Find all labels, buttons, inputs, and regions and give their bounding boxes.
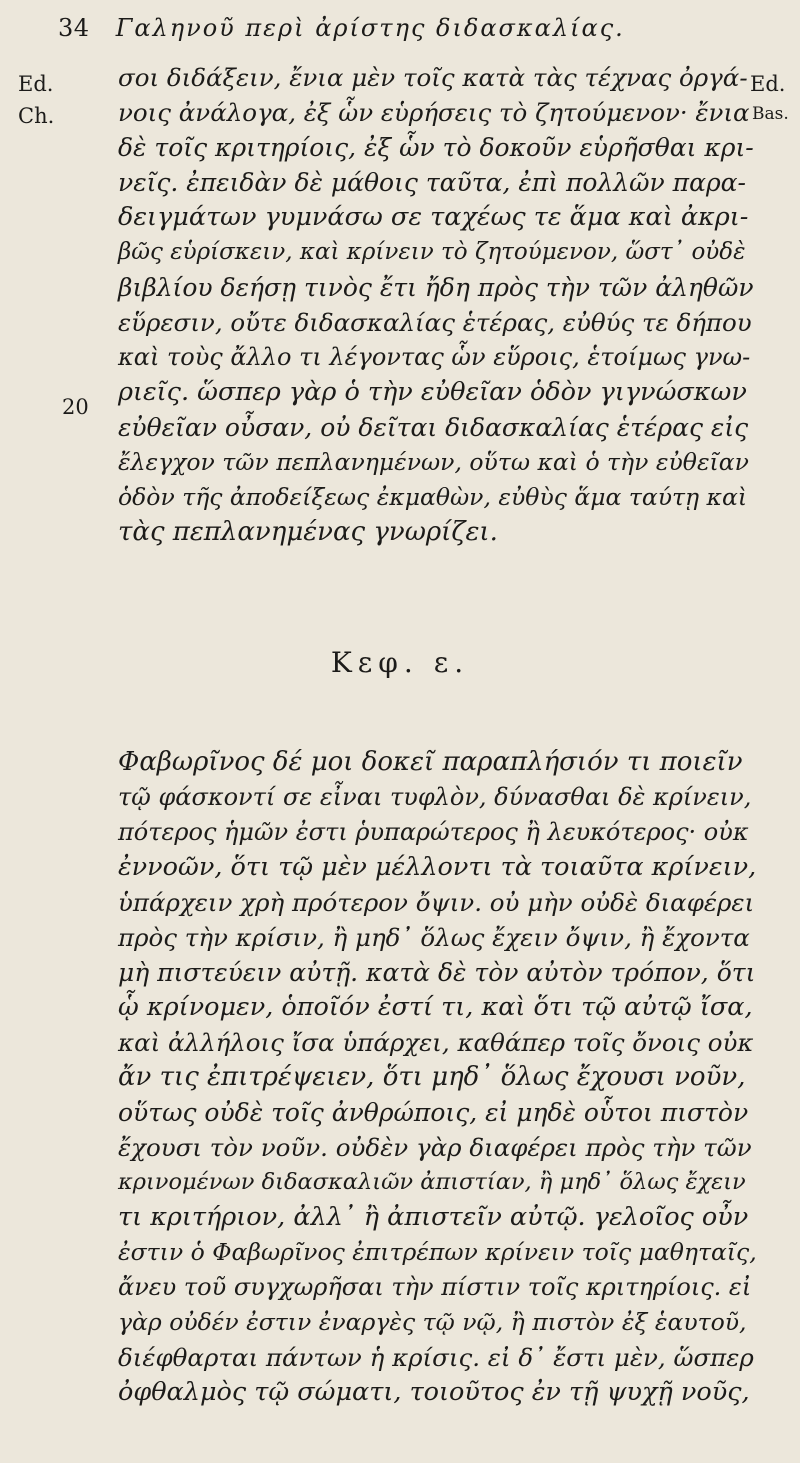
text-line: ἄνευ τοῦ συγχωρῆσαι τὴν πίστιν τοῖς κριτηρίοις. εἰ: [118, 1273, 752, 1301]
text-line: εὕρεσιν, οὔτε διδασκαλίας ἑτέρας, εὐθύς τε δήπου: [118, 308, 752, 337]
text-line: βῶς εὑρίσκειν, καὶ κρίνειν τὸ ζητούμενον, ὥστ᾽ οὐδὲ: [118, 239, 746, 265]
text-line: ᾧ κρίνομεν, ὁποῖόν ἐστί τι, καὶ ὅτι τῷ αὐτῷ ἴσα,: [118, 992, 753, 1022]
running-header: [58, 14, 758, 42]
text-line: καὶ τοὺς ἄλλο τι λέγοντας ὧν εὕροις, ἑτοίμως γνω-: [118, 343, 751, 371]
text-line: διέφθαρται πάντων ἡ κρίσις. εἰ δ᾽ ἔστι μὲν, ὥσπερ: [118, 1343, 754, 1372]
text-line: γὰρ οὐδέν ἐστιν ἐναργὲς τῷ νῷ, ἢ πιστὸν ἐξ ἑαυτοῦ,: [118, 1308, 747, 1336]
text-line: τὰς πεπλανημένας γνωρίζει.: [118, 517, 498, 547]
text-line: βιβλίου δεήσῃ τινὸς ἔτι ἤδη πρὸς τὴν τῶν ἀληθῶν: [118, 273, 754, 302]
text-line: δὲ τοῖς κριτηρίοις, ἐξ ὧν τὸ δοκοῦν εὑρῆσθαι κρι-: [118, 133, 754, 162]
text-line: ὁδὸν τῆς ἀποδείξεως ἐκμαθὼν, εὐθὺς ἅμα ταύτῃ καὶ: [118, 483, 748, 511]
text-line: ριεῖς. ὥσπερ γὰρ ὁ τὴν εὐθεῖαν ὁδὸν γιγνώσκων: [118, 377, 747, 407]
text-line: ἐστιν ὁ Φαβωρῖνος ἐπιτρέπων κρίνειν τοῖς μαθηταῖς,: [118, 1238, 757, 1266]
text-line: δειγμάτων γυμνάσω σε ταχέως τε ἅμα καὶ ἀκρι-: [118, 202, 749, 232]
page-number: 34: [58, 14, 90, 42]
text-line: σοι διδάξειν, ἔνια μὲν τοῖς κατὰ τὰς τέχνας ὀργά-: [118, 63, 748, 92]
margin-ch-left: Ch.: [18, 104, 55, 128]
margin-ed-right: Ed.: [750, 72, 786, 96]
text-line: πρὸς τὴν κρίσιν, ἢ μηδ᾽ ὅλως ἔχειν ὄψιν, ἢ ἔχοντα: [118, 923, 750, 952]
text-line: ἄν τις ἐπιτρέψειεν, ὅτι μηδ᾽ ὅλως ἔχουσι νοῦν,: [118, 1062, 746, 1092]
margin-ed-left: Ed.: [18, 72, 54, 96]
text-line: εὐθεῖαν οὖσαν, οὐ δεῖται διδασκαλίας ἑτέρας εἰς: [118, 413, 749, 442]
text-line: πότερος ἡμῶν ἐστι ῥυπαρώτερος ἢ λευκότερος· οὐκ: [118, 818, 749, 846]
text-line: οὕτως οὐδὲ τοῖς ἀνθρώποις, εἰ μηδὲ οὗτοι πιστὸν: [118, 1098, 749, 1127]
text-line: ὀφθαλμὸς τῷ σώματι, τοιοῦτος ἐν τῇ ψυχῇ νοῦς,: [118, 1377, 750, 1407]
text-line: Φαβωρῖνος δέ μοι δοκεῖ παραπλήσιόν τι ποιεῖν: [118, 747, 743, 777]
text-line: τῷ φάσκοντί σε εἶναι τυφλὸν, δύνασθαι δὲ κρίνειν,: [118, 783, 752, 811]
text-line: ἐννοῶν, ὅτι τῷ μὲν μέλλοντι τὰ τοιαῦτα κρίνειν,: [118, 852, 757, 882]
text-line: μὴ πιστεύειν αὐτῇ. κατὰ δὲ τὸν αὐτὸν τρόπον, ὅτι: [118, 958, 756, 987]
text-line: ὑπάρχειν χρὴ πρότερον ὄψιν. οὐ μὴν οὐδὲ διαφέρει: [118, 888, 755, 917]
text-line: κρινομένων διδασκαλιῶν ἀπιστίαν, ἢ μηδ᾽ ὅλως ἔχειν: [118, 1169, 746, 1195]
text-line: νοις ἀνάλογα, ἐξ ὧν εὑρήσεις τὸ ζητούμενον· ἔνια: [118, 98, 750, 127]
chapter-heading: Κεφ. ε.: [330, 646, 470, 679]
text-line: καὶ ἀλλήλοις ἴσα ὑπάρχει, καθάπερ τοῖς ὄνοις οὐκ: [118, 1028, 754, 1057]
text-line: τι κριτήριον, ἀλλ᾽ ἢ ἀπιστεῖν αὐτῷ. γελοῖος οὖν: [118, 1202, 749, 1232]
text-line: ἔλεγχον τῶν πεπλανημένων, οὕτω καὶ ὁ τὴν εὐθεῖαν: [118, 448, 749, 476]
margin-bas-right: Bas.: [752, 104, 789, 124]
line-number: 20: [62, 395, 89, 419]
running-title: Γαληνοῦ περὶ ἀρίστης διδασκαλίας.: [115, 14, 625, 42]
text-line: νεῖς. ἐπειδὰν δὲ μάθοις ταῦτα, ἐπὶ πολλῶν παρα-: [118, 168, 747, 197]
text-line: ἔχουσι τὸν νοῦν. οὐδὲν γὰρ διαφέρει πρὸς τὴν τῶν: [118, 1133, 752, 1162]
